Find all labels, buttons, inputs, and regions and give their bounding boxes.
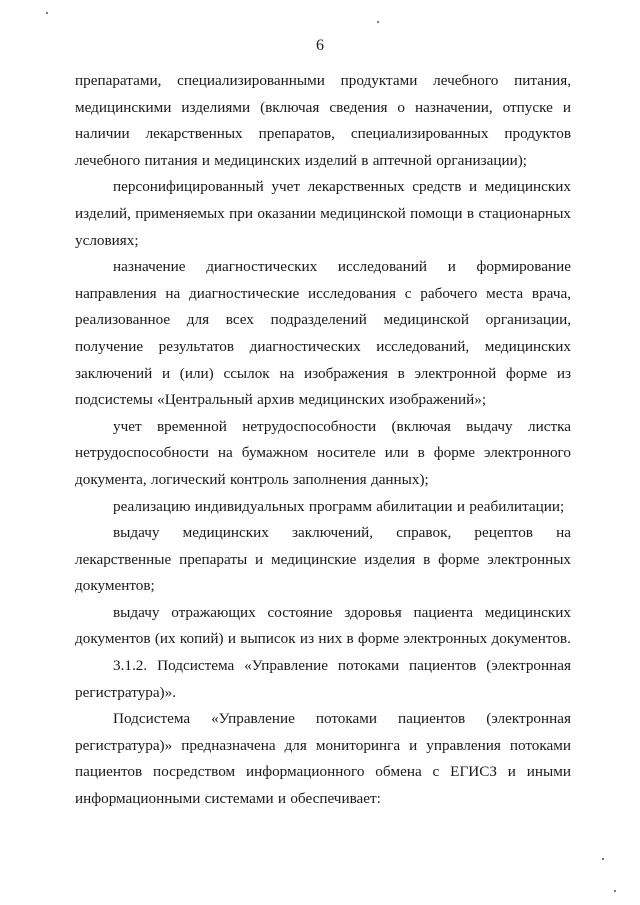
scan-speck [602, 858, 604, 860]
paragraph-diagnostic-referrals: назначение диагностических исследований и формирование направления на диагностические исследования с рабочего места врача, реализованное для всех подразделений медицинской организации, получение результатов диагностических исследований, медицинских заключений и (или) ссылок на изображения в электронной форме из подсистемы «Центральный архив медицинских изображений»; [75, 258, 571, 409]
paragraph-temporary-disability: учет временной нетрудоспособности (включая выдачу листка нетрудоспособности на бумажном носителе или в форме электронного документа, логический контроль заполнения данных); [75, 417, 571, 488]
document-body [75, 68, 571, 813]
paragraph-personalized-accounting: персонифицированный учет лекарственных средств и медицинских изделий, применяемых при оказании медицинской помощи в стационарных условиях; [75, 178, 571, 249]
scan-speck [377, 21, 379, 23]
paragraph-medical-certificates: выдачу медицинских заключений, справок, рецептов на лекарственные препараты и медицинские изделия в форме электронных документов; [75, 524, 571, 595]
paragraph-medical-documents: выдачу отражающих состояние здоровья пациента медицинских документов (их копий) и выписок из них в форме электронных документов. [75, 603, 571, 648]
scan-speck [46, 12, 48, 14]
paragraph-subsystem-description: Подсистема «Управление потоками пациентов (электронная регистратура)» предназначена для мониторинга и управления потоками пациентов посредством информационного обмена с ЕГИСЗ и иными информационными системами и обеспечивает: [75, 710, 571, 808]
page-number: 6 [316, 37, 324, 54]
section-heading-3-1-2: 3.1.2. Подсистема «Управление потоками пациентов (электронная регистратура)». [75, 657, 571, 701]
paragraph-rehabilitation-programs: реализацию индивидуальных программ абилитации и реабилитации; [113, 497, 565, 515]
paragraph-continuation: препаратами, специализированными продуктами лечебного питания, медицинскими изделиями (включая сведения о назначении, отпуске и наличии лекарственных препаратов, специализированных продуктов лечебного питания и медицинских изделий в аптечной организации); [75, 72, 571, 169]
scan-speck [614, 890, 616, 892]
